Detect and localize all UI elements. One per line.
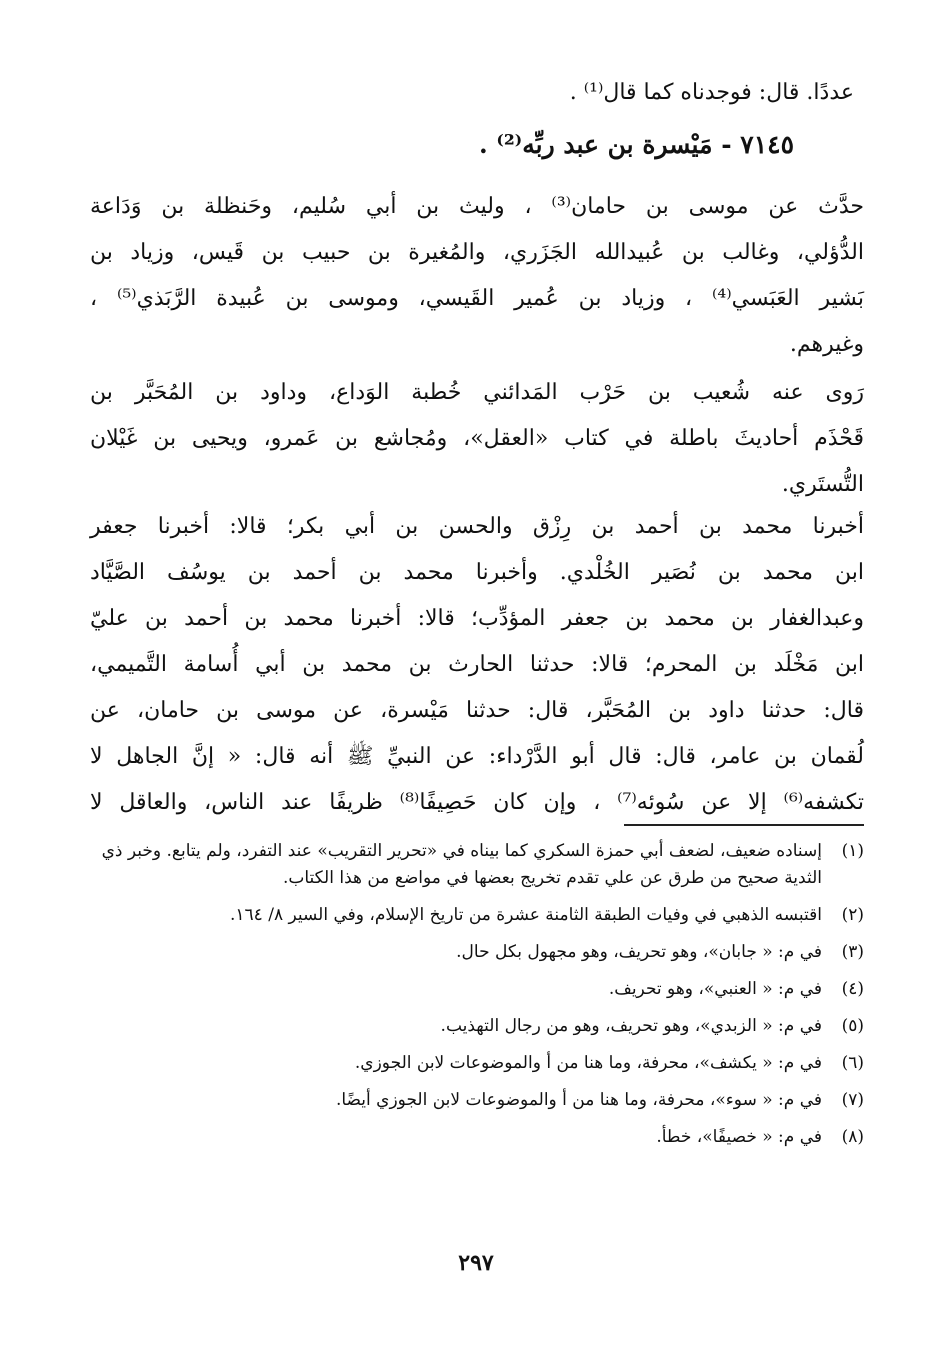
footnote <box>90 1013 864 1040</box>
text-line: الدُّؤلي، وغالب بن عُبيدالله الجَزَري، والمُغيرة بن حبيب بن قَيس، وزياد بن <box>90 240 864 265</box>
text-line: وعبدالغفار بن محمد بن جعفر المؤدِّب؛ قالا: أخبرنا محمد بن أحمد بن عليّ <box>90 606 864 631</box>
page-number: ٢٩٧ <box>458 1250 494 1276</box>
footnote-text: في م: « العنبي»، وهو تحريف. <box>608 979 822 999</box>
paragraph-isnad <box>90 504 864 826</box>
footnote-number: (٦) <box>841 1053 864 1073</box>
footnote-text: في م: « جابان»، وهو تحريف، وهو مجهول بكل حال. <box>456 942 822 962</box>
text-line: أخبرنا محمد بن أحمد بن رِزْق والحسن بن أبي بكر؛ قالا: أخبرنا جعفر <box>90 514 864 539</box>
footnotes <box>90 838 864 1161</box>
footnote <box>90 902 864 929</box>
footnote-text: في م: « خصيفًا»، خطأ. <box>656 1127 822 1147</box>
paragraph-narrators <box>90 184 864 368</box>
footnote-separator <box>624 824 864 826</box>
entry-dash: - <box>712 130 741 159</box>
entry-number: ٧١٤٥ <box>740 130 794 159</box>
text-line: التُّستَري. <box>781 472 864 497</box>
footnote-text: اقتبسه الذهبي في وفيات الطبقة الثامنة عشرة من تاريخ الإسلام، وفي السير ٨/ ١٦٤. <box>230 905 822 925</box>
text-line: حدَّث عن موسى بن حامان⁽³⁾ ، وليث بن أبي سُليم، وحَنظلة بن وَدَاعة <box>90 194 864 219</box>
footnote-number: (٢) <box>841 905 864 925</box>
footnote-text: في م: « يكشف»، محرفة، وما هنا من أ والموضوعات لابن الجوزي. <box>354 1053 822 1073</box>
footnote-text: في م: « سوء»، محرفة، وما هنا من أ والموضوعات لابن الجوزي أيضًا. <box>335 1090 822 1110</box>
footnote-number: (٣) <box>841 942 864 962</box>
footnote <box>90 838 864 892</box>
text-line: رَوى عنه شُعيب بن حَرْب المَدائني خُطبة الوَداع، وداود بن المُحَبَّر بن <box>90 380 864 405</box>
text-line: قَحْذَم أحاديثَ باطلة في كتاب «العقل»، ومُجاشع بن عَمرو، ويحيى بن غَيْلان <box>90 426 864 451</box>
footnote-text: في م: « الزبدي»، وهو تحريف، وهو من رجال التهذيب. <box>440 1016 822 1036</box>
footnote-number: (٨) <box>841 1127 864 1147</box>
carryover-line: عددًا. قال: فوجدناه كما قال⁽¹⁾ . <box>569 80 854 105</box>
footnote-number: (٧) <box>841 1090 864 1110</box>
footnote <box>90 939 864 966</box>
paragraph-transmitters <box>90 370 864 508</box>
footnote-number: (١) <box>841 841 864 861</box>
text-line: تكشفه⁽⁶⁾ إلا عن سُوئه⁽⁷⁾ ، وإن كان حَصِيفًا⁽⁸⁾ ظريفًا عند الناس، والعاقل لا <box>90 790 864 815</box>
text-line: بَشير العَبَسي⁽⁴⁾ ، وزياد بن عُمير القَيسي، وموسى بن عُبيدة الرَّبَذي⁽⁵⁾ ، <box>90 286 865 311</box>
footnote <box>90 1087 864 1114</box>
text-line: ابن محمد بن نُصَير الخُلْدي. وأخبرنا محمد بن أحمد بن يوسُف الصَّيَّاد <box>90 560 864 585</box>
footnote <box>90 1124 864 1151</box>
footnote-number: (٥) <box>841 1016 864 1036</box>
footnote-text: إسناده ضعيف، لضعف أبي حمزة السكري كما بيناه في «تحرير التقريب» عند التفرد، ولم يتابع. وخبر ذي الثدية صحيح من طرق عن علي تقدم تخريج بعضها في مواضع من هذا الكتاب. <box>101 841 822 888</box>
text-line: وغيرهم. <box>789 332 864 357</box>
footnote <box>90 1050 864 1077</box>
footnote <box>90 976 864 1003</box>
text-line: لُقمان بن عامر، قال: قال أبو الدَّرْداء: عن النبيِّ ﷺ أنه قال: « إنَّ الجاهل لا <box>90 744 864 769</box>
entry-name: مَيْسرة بن عبد ربِّه⁽²⁾ . <box>478 130 713 159</box>
text-line: ابن مَخْلَد بن المحرم؛ قالا: حدثنا الحارث بن محمد بن أبي أُسامة التَّميمي، <box>90 652 864 677</box>
entry-heading <box>94 122 794 168</box>
footnote-number: (٤) <box>841 979 864 999</box>
text-line: قال: حدثنا داود بن المُحَبَّر، قال: حدثنا مَيْسرة، عن موسى بن حامان، عن <box>90 698 864 723</box>
